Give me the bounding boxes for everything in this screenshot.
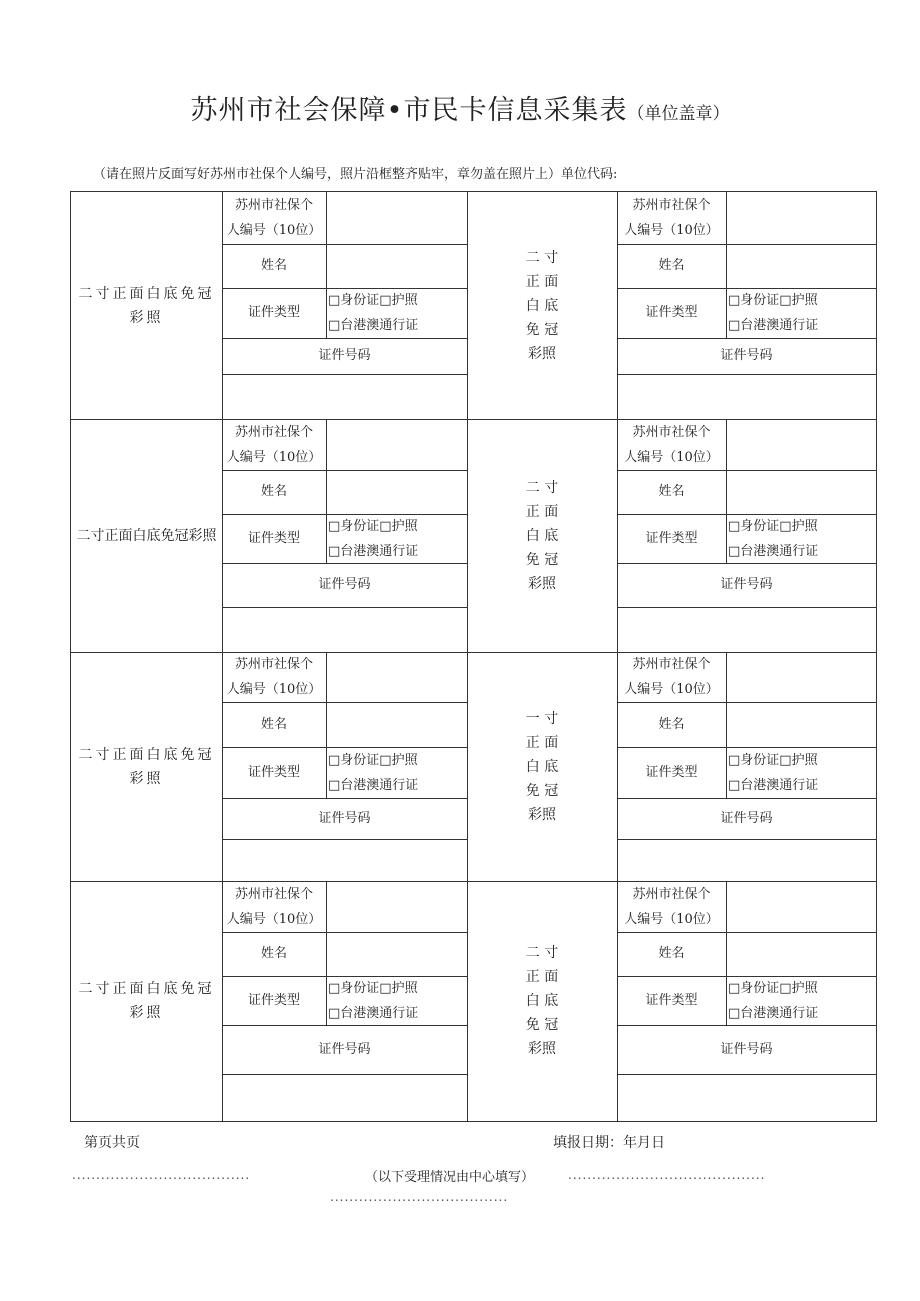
name-field-left[interactable] (326, 470, 467, 514)
page-count: 第页共页 (84, 1135, 140, 1151)
photo-placeholder-middle (467, 419, 617, 652)
name-field-right[interactable] (726, 702, 876, 747)
personal-number-label-line1: 苏州市社保个 (234, 657, 313, 672)
personal-number-label-right (617, 881, 726, 932)
personal-number-label-line1: 苏州市社保个 (234, 198, 313, 213)
id-number-field-right[interactable] (617, 839, 876, 881)
photo-placeholder-left: 二寸正面白底免冠彩照 (78, 285, 215, 326)
id-number-label-right: 证件号码 (720, 810, 773, 826)
photo-placeholder-left: 二寸正面白底免冠彩照 (78, 981, 215, 1021)
personal-number-label-line2: 人编号（10位） (624, 449, 719, 465)
photo-placeholder-line: 正 面 (525, 273, 559, 290)
photo-placeholder-line: 彩照 (528, 806, 556, 823)
id-type-option-hk-macau-tw[interactable]: □台港澳通行证 (728, 777, 819, 793)
photo-placeholder-middle (467, 652, 617, 881)
fill-date: 填报日期：年月日 (553, 1135, 665, 1151)
info-table (70, 191, 877, 1122)
form-title-main: 苏州市社会保障•市民卡信息采集表 (190, 95, 628, 126)
id-type-label-right: 证件类型 (645, 305, 698, 320)
id-type-option-passport[interactable]: □身份证□护照 (728, 518, 818, 534)
id-type-option-passport[interactable]: □身份证□护照 (328, 752, 418, 768)
id-number-label-right: 证件号码 (720, 348, 773, 363)
id-type-option-passport[interactable]: □身份证□护照 (328, 518, 418, 534)
id-type-label-left: 证件类型 (247, 764, 300, 780)
form-title (0, 88, 920, 127)
form-title-note: （单位盖章） (627, 104, 730, 124)
id-type-options-left[interactable] (328, 288, 467, 338)
id-number-label-right: 证件号码 (720, 577, 773, 592)
personal-number-label-right (617, 652, 726, 702)
id-type-option-passport[interactable]: □身份证□护照 (728, 980, 818, 996)
id-number-label-left: 证件号码 (318, 1041, 371, 1057)
personal-number-label-line1: 苏州市社保个 (632, 886, 711, 902)
id-type-option-passport[interactable]: □身份证□护照 (328, 293, 418, 308)
id-number-label-left: 证件号码 (318, 348, 371, 363)
id-number-field-left[interactable] (222, 374, 467, 419)
personal-number-label-left (222, 881, 326, 932)
id-number-field-left[interactable] (222, 1074, 467, 1121)
id-number-label-left: 证件号码 (318, 810, 371, 826)
name-field-left[interactable] (326, 244, 467, 288)
id-type-option-hk-macau-tw[interactable]: □台港澳通行证 (328, 777, 419, 793)
id-number-field-right[interactable] (617, 374, 876, 419)
id-type-label-right: 证件类型 (645, 530, 698, 546)
photo-placeholder-line: 白 底 (525, 527, 559, 544)
id-number-field-right[interactable] (617, 1074, 876, 1121)
personal-number-label-line2: 人编号（10位） (226, 911, 322, 927)
personal-number-label-line2: 人编号（10位） (226, 682, 322, 697)
name-label-right: 姓名 (658, 258, 685, 273)
id-number-field-right[interactable] (617, 607, 876, 652)
center-note: （以下受理情况由中心填写） (365, 1170, 535, 1185)
id-type-options-left[interactable] (328, 747, 467, 798)
id-type-options-right[interactable] (728, 747, 876, 798)
personal-number-field-left[interactable] (326, 419, 467, 470)
id-type-option-hk-macau-tw[interactable]: □台港澳通行证 (728, 318, 819, 333)
photo-placeholder-line: 免 冠 (525, 551, 559, 568)
personal-number-field-right[interactable] (726, 419, 876, 470)
name-label-right: 姓名 (658, 484, 685, 499)
id-type-options-right[interactable] (728, 288, 876, 338)
personal-number-field-right[interactable] (726, 192, 876, 244)
divider-dots-bottom: ..................................... (330, 1190, 509, 1204)
id-type-option-hk-macau-tw[interactable]: □台港澳通行证 (728, 1005, 819, 1021)
personal-number-field-left[interactable] (326, 192, 467, 244)
id-type-options-left[interactable] (328, 976, 467, 1025)
photo-placeholder-line: 白 底 (525, 993, 559, 1009)
personal-number-label-left (222, 652, 326, 702)
photo-placeholder-line: 二 寸 (525, 945, 559, 961)
personal-number-field-left[interactable] (326, 652, 467, 702)
personal-number-label-line2: 人编号（10位） (226, 223, 322, 238)
personal-number-label-line2: 人编号（10位） (624, 223, 719, 238)
photo-placeholder-line: 免 冠 (525, 1017, 559, 1033)
id-type-option-passport[interactable]: □身份证□护照 (328, 980, 418, 996)
personal-number-label-line1: 苏州市社保个 (234, 886, 313, 902)
personal-number-label-line2: 人编号（10位） (624, 911, 719, 927)
id-type-option-passport[interactable]: □身份证□护照 (728, 293, 818, 308)
id-type-option-hk-macau-tw[interactable]: □台港澳通行证 (328, 543, 419, 559)
personal-number-label-left (222, 419, 326, 470)
id-type-label-left: 证件类型 (247, 305, 300, 320)
name-field-right[interactable] (726, 932, 876, 976)
photo-placeholder-line: 白 底 (525, 758, 559, 775)
photo-placeholder-line: 二 寸 (525, 249, 559, 266)
personal-number-field-left[interactable] (326, 881, 467, 932)
name-label-right: 姓名 (658, 716, 685, 732)
photo-placeholder-line: 正 面 (525, 969, 559, 985)
id-type-label-right: 证件类型 (645, 764, 698, 780)
id-type-option-hk-macau-tw[interactable]: □台港澳通行证 (328, 1005, 419, 1021)
personal-number-label-line2: 人编号（10位） (624, 682, 719, 697)
photo-placeholder-line: 彩照 (528, 1041, 556, 1057)
personal-number-label-line1: 苏州市社保个 (234, 424, 313, 440)
id-type-options-right[interactable] (728, 514, 876, 563)
name-label-left: 姓名 (260, 258, 287, 273)
name-field-left[interactable] (326, 932, 467, 976)
id-type-options-left[interactable] (328, 514, 467, 563)
id-type-option-passport[interactable]: □身份证□护照 (728, 752, 818, 768)
name-label-left: 姓名 (260, 946, 287, 961)
photo-placeholder-line: 免 冠 (525, 321, 559, 338)
personal-number-field-right[interactable] (726, 881, 876, 932)
photo-placeholder-line: 正 面 (525, 734, 559, 751)
name-field-right[interactable] (726, 244, 876, 288)
personal-number-label-left (222, 192, 326, 244)
instruction-text: （请在照片反面写好苏州市社保个人编号，照片沿框整齐贴牢，章勿盖在照片上）单位代码: (93, 167, 618, 182)
id-type-label-left: 证件类型 (247, 992, 300, 1008)
photo-placeholder-left: 二寸正面白底免冠彩照 (78, 746, 215, 787)
id-number-field-left[interactable] (222, 839, 467, 881)
photo-placeholder-line: 正 面 (525, 503, 559, 520)
photo-placeholder-line: 彩照 (528, 575, 556, 592)
photo-placeholder-left: 二寸正面白底免冠彩照 (76, 527, 217, 544)
personal-number-label-line1: 苏州市社保个 (632, 424, 711, 440)
personal-number-label-line2: 人编号（10位） (226, 449, 322, 465)
personal-number-field-right[interactable] (726, 652, 876, 702)
divider-dots-right: ......................................... (568, 1168, 766, 1182)
divider-dots-left: ..................................... (72, 1168, 251, 1182)
id-type-option-hk-macau-tw[interactable]: □台港澳通行证 (328, 318, 419, 333)
photo-placeholder-middle (467, 881, 617, 1121)
personal-number-label-right (617, 192, 726, 244)
photo-placeholder-line: 白 底 (525, 297, 559, 314)
id-number-label-right: 证件号码 (720, 1041, 773, 1057)
photo-placeholder-line: 免 冠 (525, 782, 559, 799)
name-label-left: 姓名 (260, 716, 287, 732)
photo-placeholder-middle (467, 192, 617, 419)
id-type-label-right: 证件类型 (645, 992, 698, 1008)
personal-number-label-right (617, 419, 726, 470)
name-label-right: 姓名 (658, 946, 685, 961)
id-type-label-left: 证件类型 (247, 530, 300, 546)
photo-placeholder-line: 彩照 (528, 345, 556, 362)
name-field-right[interactable] (726, 470, 876, 514)
personal-number-label-line1: 苏州市社保个 (632, 198, 711, 213)
id-number-field-left[interactable] (222, 607, 467, 652)
photo-placeholder-line: 一 寸 (525, 710, 559, 727)
id-type-options-right[interactable] (728, 976, 876, 1025)
personal-number-label-line1: 苏州市社保个 (632, 657, 711, 672)
photo-placeholder-line: 二 寸 (525, 479, 559, 496)
id-number-label-left: 证件号码 (318, 577, 371, 592)
id-type-option-hk-macau-tw[interactable]: □台港澳通行证 (728, 543, 819, 559)
name-field-left[interactable] (326, 702, 467, 747)
name-label-left: 姓名 (260, 484, 287, 499)
